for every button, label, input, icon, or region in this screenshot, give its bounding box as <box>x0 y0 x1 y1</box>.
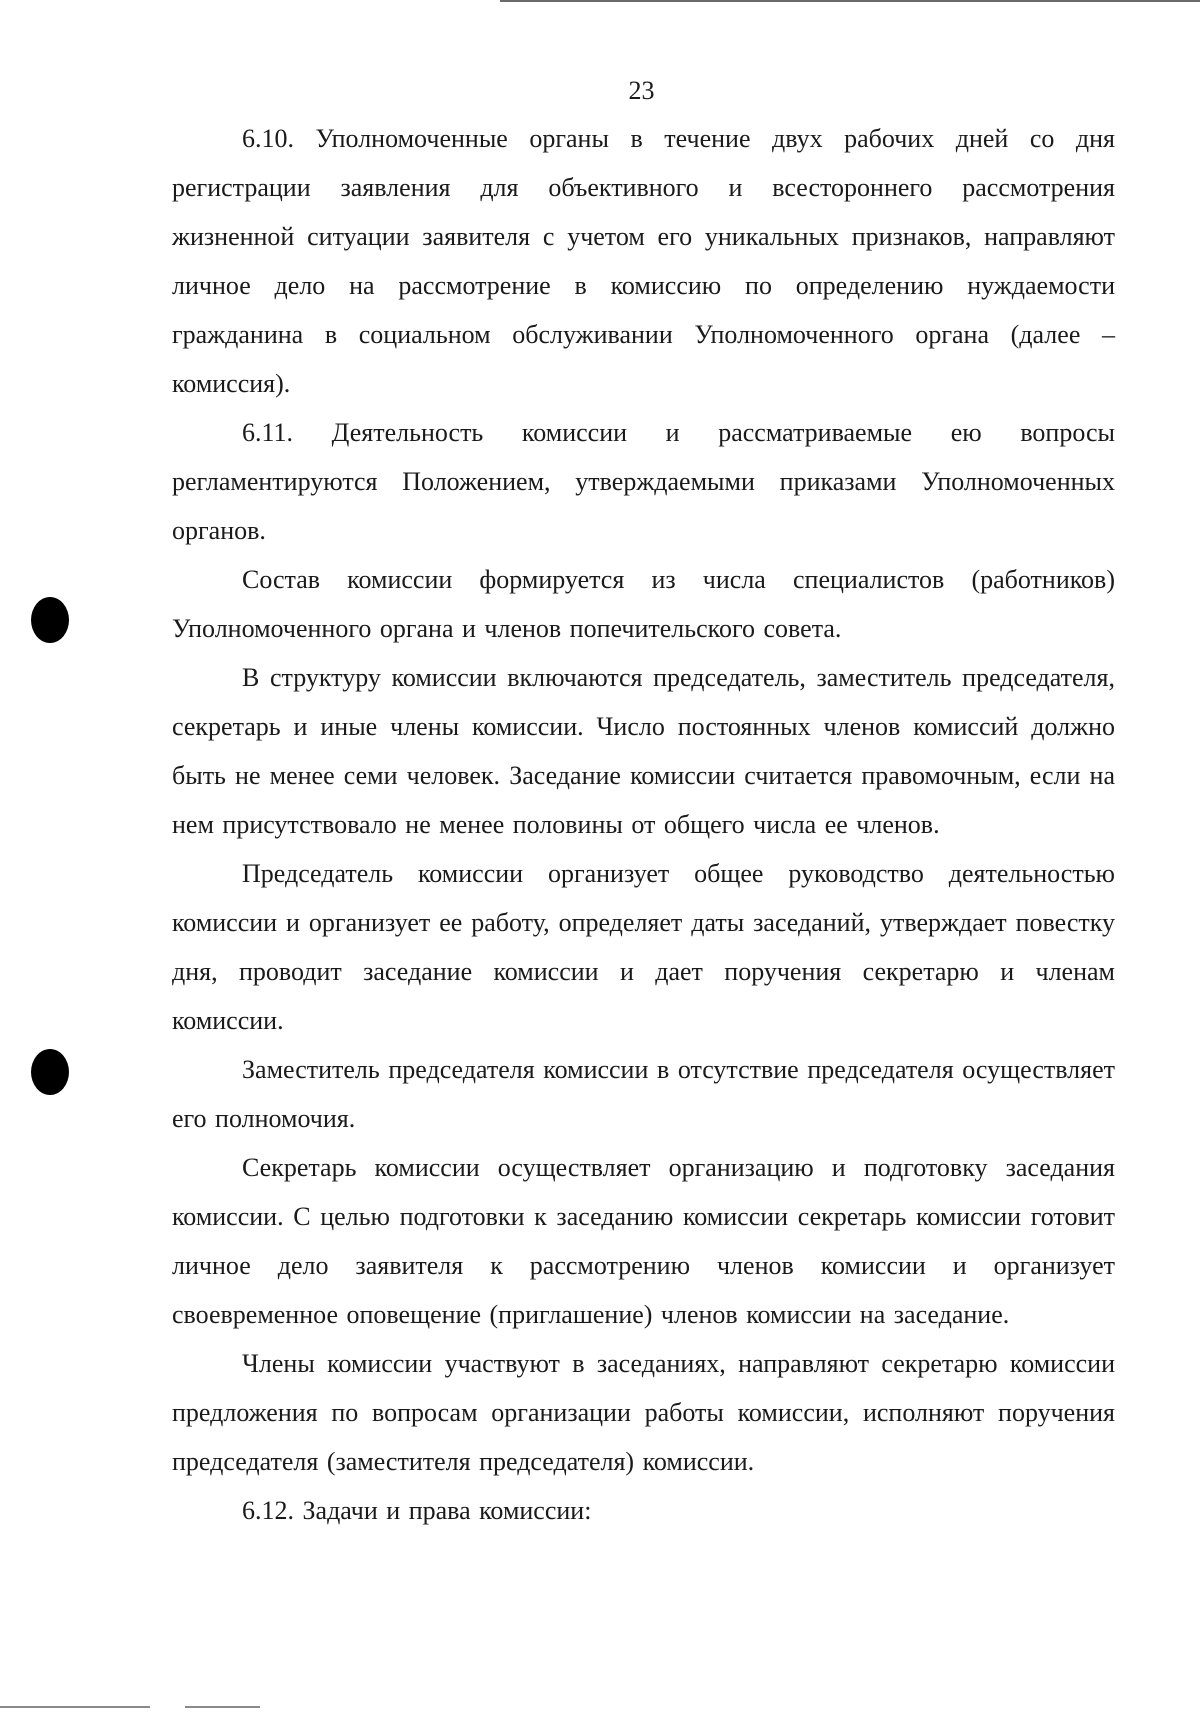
page-number: 23 <box>628 76 655 105</box>
document-body <box>172 114 1115 1535</box>
paragraph-6-12: 6.12. Задачи и права комиссии: <box>242 1496 592 1525</box>
paragraph-members: Члены комиссии участвуют в заседаниях, направляют секретарю комиссии предложения по вопросам организации работы комиссии, исполняют поручения председателя (заместителя председателя) комиссии. <box>172 1349 1115 1476</box>
paragraph-secretary: Секретарь комиссии осуществляет организацию и подготовку заседания комиссии. С целью подготовки к заседанию комиссии секретарь комиссии готовит личное дело заявителя к рассмотрению членов комиссии и организует своевременное оповещение (приглашение) членов комиссии на заседание. <box>172 1153 1115 1329</box>
paragraph-structure: В структуру комиссии включаются председатель, заместитель председателя, секретарь и иные члены комиссии. Число постоянных членов комиссий должно быть не менее семи человек. Заседание комиссии считается правомочным, если на нем присутствовало не менее половины от общего числа ее членов. <box>172 663 1115 839</box>
paragraph-6-10: 6.10. Уполномоченные органы в течение двух рабочих дней со дня регистрации заявления для объективного и всестороннего рассмотрения жизненной ситуации заявителя с учетом его уникальных признаков, направляют личное дело на рассмотрение в комиссию по определению нуждаемости гражданина в социальном обслуживании Уполномоченного органа (далее – комиссия). <box>172 124 1115 398</box>
paragraph-6-11: 6.11. Деятельность комиссии и рассматриваемые ею вопросы регламентируются Положением, утверждаемыми приказами Уполномоченных органов. <box>172 418 1115 545</box>
paragraph-deputy: Заместитель председателя комиссии в отсутствие председателя осуществляет его полномочия. <box>172 1055 1115 1133</box>
bottom-edge-line-left <box>0 1706 150 1708</box>
paragraph-composition: Состав комиссии формируется из числа специалистов (работников) Уполномоченного органа и членов попечительского совета. <box>172 565 1115 643</box>
top-edge-line <box>500 0 1200 2</box>
bottom-edge-line-right <box>185 1706 260 1708</box>
punch-hole-top <box>31 597 69 643</box>
paragraph-chairman: Председатель комиссии организует общее руководство деятельностью комиссии и организует ее работу, определяет даты заседаний, утверждает повестку дня, проводит заседание комиссии и дает поручения секретарю и членам комиссии. <box>172 859 1115 1035</box>
punch-hole-bottom <box>31 1049 69 1095</box>
